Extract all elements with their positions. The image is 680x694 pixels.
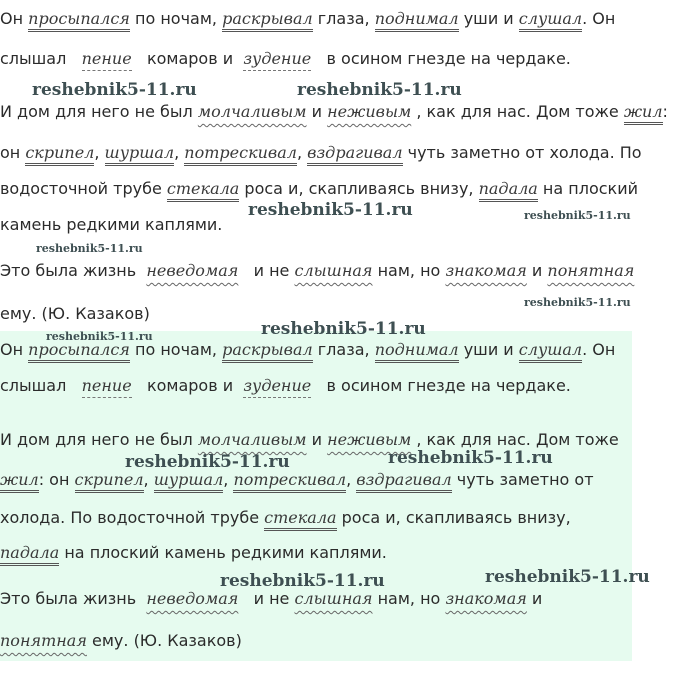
- plain-text: нам, но: [372, 589, 446, 608]
- predicate-word: слушал: [519, 9, 582, 32]
- text-line: [0, 214, 222, 236]
- plain-text: , как для нас. Дом тоже: [411, 430, 619, 449]
- plain-text: ,: [223, 470, 234, 489]
- plain-text: и: [526, 261, 548, 280]
- text-line: [0, 142, 642, 164]
- plain-text: ,: [346, 470, 357, 489]
- plain-text: он: [0, 143, 26, 162]
- plain-text: . Он: [582, 340, 616, 359]
- plain-text: в осином гнезде на чердаке.: [321, 49, 571, 68]
- plain-text: ему. (Ю. Казаков): [0, 304, 150, 323]
- predicate-word: потрескивал: [184, 143, 297, 166]
- attribute-word: неживым: [327, 102, 412, 121]
- attribute-word: слышная: [294, 589, 373, 608]
- plain-text: на плоский камень редкими каплями.: [59, 543, 387, 562]
- plain-text: : он: [38, 470, 75, 489]
- predicate-word: просыпался: [28, 9, 130, 32]
- plain-text: ,: [143, 470, 154, 489]
- watermark-text: reshebnik5-11.ru: [261, 319, 426, 339]
- object-word: зудение: [243, 376, 311, 398]
- predicate-word: поднимал: [375, 340, 459, 363]
- plain-text: уши и: [458, 9, 519, 28]
- watermark-text: reshebnik5-11.ru: [388, 448, 553, 468]
- predicate-word: падала: [0, 543, 59, 566]
- attribute-word: знакомая: [445, 261, 527, 280]
- watermark-text: reshebnik5-11.ru: [220, 571, 385, 591]
- attribute-word: слышная: [294, 261, 373, 280]
- object-word: зудение: [243, 49, 311, 71]
- watermark-text: reshebnik5-11.ru: [32, 80, 197, 100]
- plain-text: уши и: [458, 340, 519, 359]
- predicate-word: стекала: [264, 508, 336, 531]
- plain-text: слышал: [0, 49, 72, 68]
- text-line: [0, 48, 571, 70]
- watermark-text: reshebnik5-11.ru: [524, 296, 631, 309]
- plain-text: холода. По водосточной трубе: [0, 508, 265, 527]
- plain-text: роса и, скапливаясь внизу,: [239, 179, 479, 198]
- text-line: [0, 469, 594, 491]
- plain-text: в осином гнезде на чердаке.: [321, 376, 571, 395]
- text-line: [0, 429, 619, 451]
- text-line: [0, 339, 615, 361]
- watermark-text: reshebnik5-11.ru: [125, 452, 290, 472]
- text-line: [0, 588, 542, 610]
- plain-text: и: [306, 102, 328, 121]
- watermark-text: reshebnik5-11.ru: [248, 200, 413, 220]
- object-word: пение: [82, 49, 132, 71]
- plain-text: И дом для него не был: [0, 102, 198, 121]
- predicate-word: слушал: [519, 340, 582, 363]
- predicate-word: раскрывал: [222, 340, 313, 363]
- plain-text: ,: [296, 143, 308, 162]
- predicate-word: вздрагивал: [307, 143, 402, 166]
- plain-text: комаров и: [141, 49, 239, 68]
- plain-text: камень редкими каплями.: [0, 215, 223, 234]
- text-block-highlighted: [0, 331, 632, 661]
- plain-text: . Он: [582, 9, 616, 28]
- predicate-word: стекала: [167, 179, 239, 202]
- text-line: [0, 303, 150, 325]
- watermark-text: reshebnik5-11.ru: [524, 209, 631, 222]
- plain-text: водосточной трубе: [0, 179, 167, 198]
- plain-text: глаза,: [312, 340, 375, 359]
- predicate-word: поднимал: [375, 9, 459, 32]
- attribute-word: молчаливым: [197, 430, 307, 449]
- text-line: [0, 507, 571, 529]
- predicate-word: шуршал: [105, 143, 175, 166]
- plain-text: Он: [0, 340, 29, 359]
- attribute-word: неживым: [327, 430, 412, 449]
- plain-text: Это была жизнь: [0, 261, 142, 280]
- attribute-word: знакомая: [445, 589, 527, 608]
- predicate-word: раскрывал: [222, 9, 313, 32]
- predicate-word: жил: [0, 470, 39, 493]
- plain-text: ,: [174, 143, 185, 162]
- plain-text: по ночам,: [129, 340, 223, 359]
- text-line: [0, 178, 638, 200]
- object-word: пение: [82, 376, 132, 398]
- predicate-word: потрескивал: [233, 470, 346, 493]
- plain-text: и не: [248, 589, 295, 608]
- attribute-word: понятная: [0, 631, 87, 650]
- watermark-text: reshebnik5-11.ru: [46, 330, 153, 343]
- plain-text: и: [526, 589, 543, 608]
- plain-text: ,: [94, 143, 105, 162]
- watermark-text: reshebnik5-11.ru: [485, 567, 650, 587]
- plain-text: и не: [248, 261, 295, 280]
- plain-text: роса и, скапливаясь внизу,: [336, 508, 571, 527]
- plain-text: :: [662, 102, 668, 121]
- text-line: [0, 542, 387, 564]
- attribute-word: молчаливым: [197, 102, 307, 121]
- attribute-word: неведомая: [146, 589, 239, 608]
- watermark-text: reshebnik5-11.ru: [297, 80, 462, 100]
- predicate-word: скрипел: [75, 470, 144, 493]
- text-line: [0, 101, 668, 123]
- predicate-word: вздрагивал: [356, 470, 451, 493]
- attribute-word: понятная: [547, 261, 635, 280]
- plain-text: чуть заметно от холода. По: [402, 143, 642, 162]
- plain-text: Это была жизнь: [0, 589, 142, 608]
- plain-text: И дом для него не был: [0, 430, 198, 449]
- plain-text: Он: [0, 9, 29, 28]
- plain-text: глаза,: [312, 9, 375, 28]
- plain-text: по ночам,: [129, 9, 223, 28]
- predicate-word: скрипел: [25, 143, 94, 166]
- plain-text: ему. (Ю. Казаков): [86, 631, 242, 650]
- predicate-word: шуршал: [154, 470, 224, 493]
- plain-text: слышал: [0, 376, 72, 395]
- predicate-word: падала: [479, 179, 538, 202]
- predicate-word: жил: [624, 102, 663, 125]
- text-line: [0, 630, 242, 652]
- text-line: [0, 260, 634, 282]
- plain-text: нам, но: [372, 261, 446, 280]
- text-line: [0, 8, 615, 30]
- plain-text: чуть заметно от: [451, 470, 594, 489]
- predicate-word: просыпался: [28, 340, 130, 363]
- plain-text: комаров и: [141, 376, 239, 395]
- attribute-word: неведомая: [146, 261, 239, 280]
- plain-text: , как для нас. Дом тоже: [411, 102, 624, 121]
- text-line: [0, 375, 571, 397]
- plain-text: и: [306, 430, 328, 449]
- plain-text: на плоский: [537, 179, 638, 198]
- watermark-text: reshebnik5-11.ru: [36, 242, 143, 255]
